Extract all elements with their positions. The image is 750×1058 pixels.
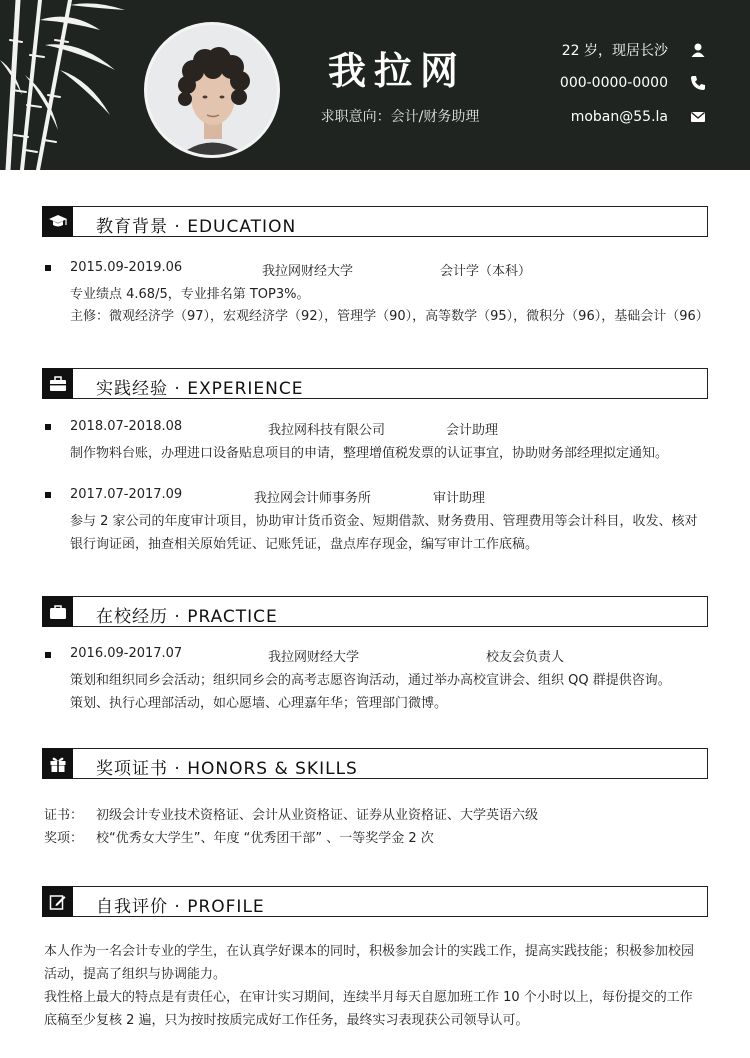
section-title: 奖项证书 · HONORS & SKILLS (96, 759, 358, 779)
experience-1-date: 2018.07-2018.08 (70, 419, 183, 434)
briefcase-icon (42, 368, 73, 399)
contact-email-text[interactable]: moban@55.la (570, 109, 668, 125)
resume-header (0, 0, 750, 170)
section-title: 教育背景 · EDUCATION (96, 217, 297, 237)
profile-line-1: 本人作为一名会计专业的学生，在认真学好课本的同时，积极参加会计的实践工作，提高实践技能；积极参加校园 (44, 944, 695, 959)
contact-phone (560, 75, 706, 91)
bullet (45, 424, 51, 430)
practice-role: 校友会负责人 (486, 650, 565, 665)
experience-1-desc: 制作物料台账，办理进口设备贴息项目的申请，整理增值税发票的认证事宜，协助财务部经理拟定通知。 (70, 446, 669, 461)
avatar (144, 22, 280, 158)
phone-icon (690, 75, 706, 91)
section-title: 实践经验 · EXPERIENCE (96, 379, 304, 399)
profile-line-2: 活动，提高了组织与协调能力。 (44, 967, 227, 982)
section-title: 在校经历 · PRACTICE (96, 607, 278, 627)
education-gpa: 专业绩点 4.68/5，专业排名第 TOP3%。 (70, 287, 310, 302)
bullet (45, 652, 51, 658)
job-intent: 求职意向：会计/财务助理 (320, 109, 480, 125)
experience-1-role: 会计助理 (446, 423, 499, 438)
contact-age-location (562, 40, 706, 60)
experience-2-date: 2017.07-2017.09 (70, 487, 183, 502)
experience-2-desc-2: 银行询证函，抽查相关原始凭证、记账凭证，盘点库存现金，编写审计工作底稿。 (70, 537, 539, 552)
honors-award-text: 校“优秀女大学生”、年度 “优秀团干部” 、一等奖学金 2 次 (96, 831, 434, 846)
experience-2-desc-1: 参与 2 家公司的年度审计项目，协助审计货币资金、短期借款、财务费用、管理费用等会计科目，收发、核对 (70, 514, 698, 529)
honors-cert-label: 证书： (44, 808, 84, 823)
mail-icon (690, 109, 706, 125)
practice-org: 我拉网财经大学 (268, 650, 360, 665)
graduation-cap-icon (42, 206, 73, 237)
bag-icon (42, 596, 73, 627)
education-major: 会计学（本科） (440, 264, 532, 279)
profile-line-3: 我性格上最大的特点是有责任心，在审计实习期间，连续半月每天自愿加班工作 10 个小时以上，每份提交的工作 (44, 990, 693, 1005)
experience-2-org: 我拉网会计师事务所 (254, 491, 372, 506)
section-practice-header (42, 596, 708, 627)
practice-desc-2: 策划、执行心理部活动，如心愿墙、心理嘉年华；管理部门微博。 (70, 696, 448, 711)
section-profile-header (42, 886, 708, 917)
contact-age-text: 22 岁，现居长沙 (561, 43, 668, 59)
bullet (45, 492, 51, 498)
experience-2-role: 审计助理 (433, 491, 486, 506)
experience-1-org: 我拉网科技有限公司 (268, 423, 386, 438)
section-education-header (42, 206, 708, 237)
practice-date: 2016.09-2017.07 (70, 646, 183, 661)
section-title: 自我评价 · PROFILE (96, 897, 265, 917)
contact-phone-text[interactable]: 000-0000-0000 (559, 75, 668, 91)
bullet (45, 265, 51, 271)
candidate-name: 我拉网 (327, 49, 466, 93)
section-experience-header (42, 368, 708, 399)
profile-line-4: 底稿至少复核 2 遍，只为按时按质完成好工作任务，最终实习表现获公司领导认可。 (44, 1013, 529, 1028)
user-icon (690, 42, 706, 58)
honors-cert-text: 初级会计专业技术资格证、会计从业资格证、证券从业资格证、大学英语六级 (96, 808, 539, 823)
education-date: 2015.09-2019.06 (70, 260, 183, 275)
education-school: 我拉网财经大学 (262, 264, 354, 279)
education-courses: 主修：微观经济学（97），宏观经济学（92），管理学（90），高等数学（95），微积分（96），基础会计（96） (70, 309, 709, 324)
practice-desc-1: 策划和组织同乡会活动；组织同乡会的高考志愿咨询活动，通过举办高校宣讲会、组织 QQ 群提供咨询。 (70, 673, 671, 688)
contact-email (571, 109, 706, 125)
gift-icon (42, 748, 73, 779)
section-honors-header (42, 748, 708, 779)
honors-award-label: 奖项： (44, 831, 84, 846)
edit-icon (42, 886, 73, 917)
bamboo-decoration-icon (0, 0, 135, 170)
